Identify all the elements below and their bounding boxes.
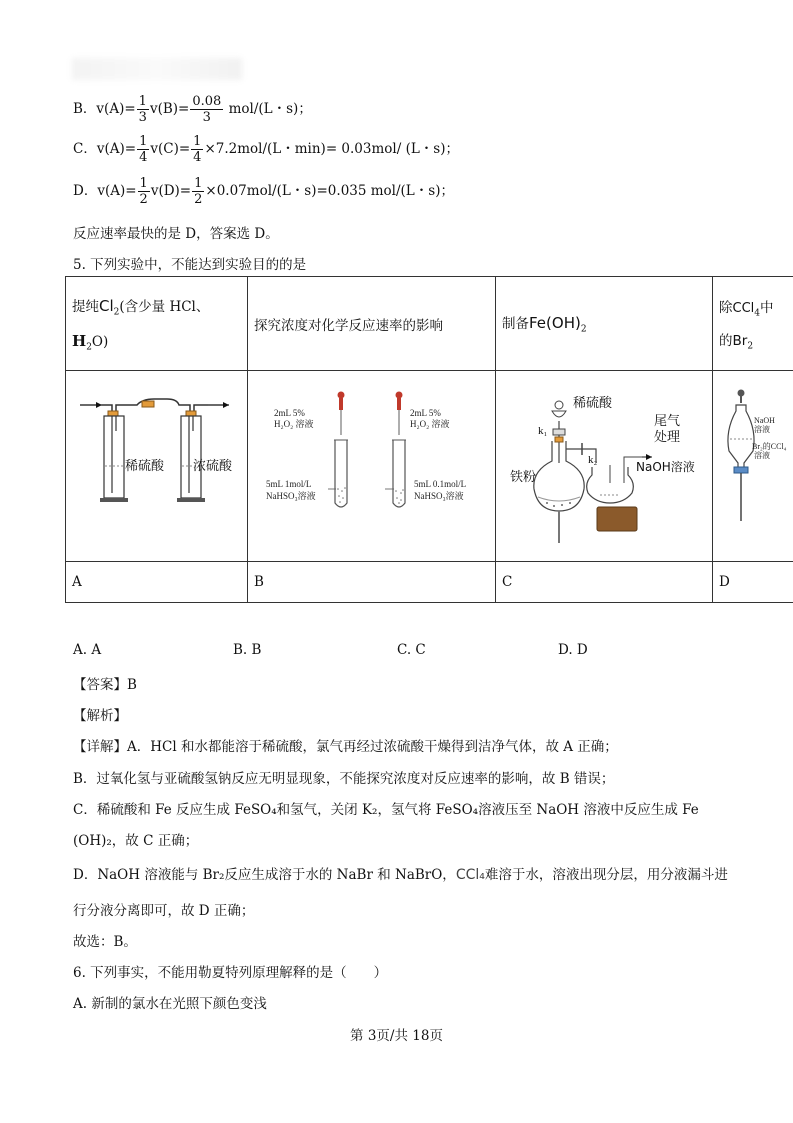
fraction-d1 [138, 177, 150, 206]
option-d[interactable]: D. D [558, 642, 588, 658]
fraction-num: 1 [194, 176, 203, 191]
table-figure-row [66, 371, 793, 562]
answer-label: 【答案】 [73, 677, 127, 693]
header-a-h: H [72, 331, 87, 350]
top-blur-fragment [72, 58, 242, 80]
header-a-sub: 2 [113, 307, 120, 318]
header-a-text: 提纯 [72, 298, 99, 315]
option-b[interactable]: B. B [233, 642, 262, 658]
option-a[interactable]: A. A [73, 642, 102, 658]
label-d-bot-2: 溶液 [754, 451, 770, 460]
header-a-h-sub: 2 [86, 342, 92, 353]
header-a-rest: (含少量 HCl、 [119, 298, 210, 315]
header-cell-b [248, 277, 496, 371]
header-d-formula: CCl [732, 300, 755, 316]
detail-line-d2: 行分液分离即可，故 D 正确； [73, 903, 255, 919]
label-c-naoh: NaOH溶液 [636, 460, 695, 474]
label-c-k1: k₁ [538, 425, 548, 437]
fraction-num: 1 [138, 94, 147, 109]
row-label-d: D [713, 562, 793, 603]
label-c-k2: k₂ [588, 454, 598, 466]
figure-cell-d [713, 371, 793, 562]
label-b-top-left-1: 2mL 5% [274, 408, 305, 418]
fraction-den: 3 [138, 110, 147, 125]
header-a-formula: Cl [99, 296, 114, 315]
answer-value: B [127, 677, 137, 693]
fraction-c1 [137, 135, 149, 164]
label-b-top-right-2: H₂O₂ 溶液 [410, 419, 450, 429]
fraction-c2 [191, 135, 203, 164]
line-d-mid: v(D)= [150, 183, 192, 199]
choose-line: 故选：B。 [73, 934, 137, 950]
fraction-den: 4 [193, 150, 202, 165]
line-c-mid: v(C)= [150, 141, 191, 157]
label-c-tail-2: 处理 [654, 430, 681, 445]
row-label-b: B [248, 562, 496, 603]
label-d-top-2: 溶液 [754, 425, 770, 434]
question-6-stem: 6. 下列事实，不能用勒夏特列原理解释的是（ ） [73, 965, 388, 981]
detail-line-d1 [73, 863, 728, 883]
label-b-bottom-right-2: NaHSO₃溶液 [414, 491, 464, 501]
line-b-mid: v(B)= [149, 101, 190, 117]
header-cell-d [713, 277, 793, 371]
header-d-br: Br [732, 332, 748, 349]
line-b-tail: mol/(L・s)； [228, 101, 312, 117]
detail-line-c2: (OH)₂，故 C 正确； [73, 833, 199, 849]
label-b-top-right-1: 2mL 5% [410, 408, 441, 418]
fraction-num: 0.08 [192, 94, 222, 109]
header-d-line2 [719, 329, 793, 352]
line-c-prefix: C．v(A)= [73, 141, 137, 157]
question-5-table [65, 276, 793, 603]
detail-line-b: B．过氧化氢与亚硫酸氢钠反应无明显现象，不能探究浓度对反应速率的影响，故 B 错误； [73, 771, 615, 787]
row-label-a: A [66, 562, 248, 603]
line-b-prefix: B．v(A)= [73, 101, 136, 117]
header-a-line2 [72, 332, 241, 353]
header-d-text: 除 [719, 299, 733, 316]
row-label-c: C [496, 562, 713, 603]
label-conc-acid-a: 浓硫酸 [193, 459, 233, 474]
header-a-o: O) [91, 333, 109, 350]
analysis-label: 【解析】 [73, 708, 127, 724]
page-footer: 第 3页/共 18页 [350, 1028, 443, 1044]
separatory-funnel-figure [719, 371, 793, 557]
header-d-line1 [719, 296, 793, 319]
fraction-b2 [190, 95, 223, 124]
solution-line-d [73, 177, 454, 206]
option-c[interactable]: C. C [397, 642, 426, 658]
label-c-iron: 铁粉 [510, 470, 537, 485]
question-6-option-a[interactable]: A. 新制的氯水在光照下颜色变浅 [73, 996, 267, 1012]
fraction-num: 1 [193, 134, 202, 149]
figure-cell-b [248, 371, 496, 562]
fe-oh2-apparatus-figure [502, 371, 706, 557]
header-d-de: 的 [719, 332, 733, 349]
fraction-den: 3 [202, 110, 211, 125]
line-c-tail: ×7.2mol/(L・min)= 0.03mol/ (L・s)； [204, 141, 459, 157]
fraction-num: 1 [139, 176, 148, 191]
line-d-tail: ×0.07mol/(L・s)=0.035 mol/(L・s)； [205, 183, 454, 199]
label-c-acid: 稀硫酸 [573, 396, 613, 411]
label-b-bottom-left-1: 5mL 1mol/L [266, 479, 312, 489]
table-label-row [66, 562, 793, 603]
conclusion-line: 反应速率最快的是 D，答案选 D。 [73, 226, 279, 242]
figure-cell-c [496, 371, 713, 562]
header-cell-a [66, 277, 248, 371]
header-c-text: 制备 [502, 316, 529, 333]
gas-washing-bottles-figure [72, 371, 241, 557]
header-c-formula: Fe(OH) [529, 314, 581, 333]
label-d-bot-1: Br₂的CCl₄ [752, 442, 787, 451]
header-d-sub: 4 [754, 308, 761, 319]
fraction-den: 4 [139, 150, 148, 165]
label-b-bottom-left-2: NaHSO₃溶液 [266, 491, 316, 501]
question-5-stem: 5. 下列实验中，不能达到实验目的的是 [73, 257, 307, 273]
detail-d1-post: 难溶于水，溶液出现分层，用分液漏斗进 [484, 867, 728, 883]
header-d-text2: 中 [760, 299, 774, 316]
figure-cell-a [66, 371, 248, 562]
label-b-bottom-right-1: 5mL 0.1mol/L [414, 479, 467, 489]
fraction-d2 [192, 177, 204, 206]
fraction-b1 [137, 95, 149, 124]
header-cell-c [496, 277, 713, 371]
header-c-sub: 2 [580, 324, 587, 335]
detail-line-a: 【详解】A．HCl 和水都能溶于稀硫酸，氯气再经过浓硫酸干燥得到洁净气体，故 A 正确； [73, 739, 618, 755]
fraction-den: 2 [194, 192, 203, 207]
line-d-prefix: D．v(A)= [73, 183, 137, 199]
header-a-line1 [72, 295, 241, 318]
fraction-num: 1 [139, 134, 148, 149]
answer-line [73, 673, 137, 693]
label-dilute-acid-a: 稀硫酸 [125, 459, 165, 474]
detail-d1-formula: CCl₄ [455, 867, 485, 883]
table-header-row [66, 277, 793, 371]
header-d-br-sub: 2 [747, 341, 754, 352]
detail-line-c1: C．稀硫酸和 Fe 反应生成 FeSO₄和氢气，关闭 K₂，氢气将 FeSO₄溶液压至 NaOH 溶液中反应生成 Fe [73, 802, 699, 818]
detail-d1-pre: D．NaOH 溶液能与 Br₂反应生成溶于水的 NaBr 和 NaBrO， [73, 867, 456, 883]
solution-line-c [73, 135, 459, 164]
label-d-top-1: NaOH [754, 416, 775, 425]
test-tubes-figure [254, 371, 489, 557]
solution-line-b [73, 95, 312, 124]
label-b-top-left-2: H₂O₂ 溶液 [274, 419, 314, 429]
label-c-tail-1: 尾气 [654, 414, 681, 429]
header-b-text: 探究浓度对化学反应速率的影响 [254, 317, 443, 334]
fraction-den: 2 [139, 192, 148, 207]
